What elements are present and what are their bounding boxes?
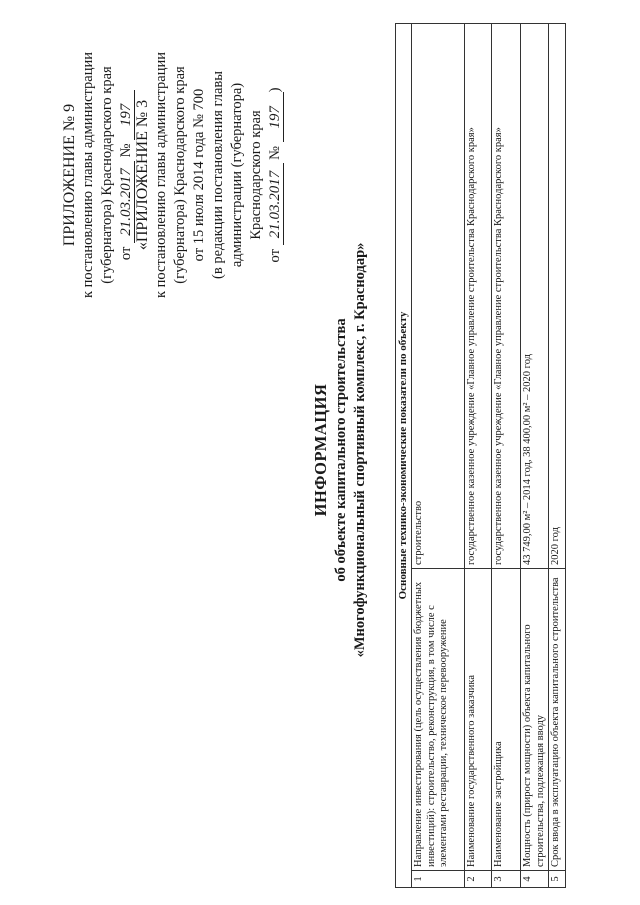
table-row <box>465 24 492 888</box>
appendix-9-block <box>60 10 136 340</box>
row-number: 2 <box>465 871 492 888</box>
row-number: 1 <box>412 871 465 888</box>
table-row <box>549 24 566 888</box>
table-header-row <box>396 24 412 888</box>
table-row <box>521 24 549 888</box>
appendix-3-closing: ) <box>267 87 283 93</box>
document-title: ИНФОРМАЦИЯ <box>311 383 330 517</box>
indicators-table <box>395 23 566 888</box>
row-value: государственное казенное учреждение «Главное управление строительства Краснодарского края» <box>465 24 492 569</box>
row-name: Мощность (прирост мощности) объекта капитального строительства, подлежащая вводу <box>521 569 549 871</box>
document-heading <box>310 190 370 710</box>
appendix-3-line1: к постановлению главы администрации <box>153 51 169 299</box>
row-number: 4 <box>521 871 549 888</box>
appendix-3-line6: Краснодарского края <box>248 110 264 240</box>
row-value: строительство <box>412 24 465 569</box>
row-number: 3 <box>492 871 521 888</box>
appendix-3-title: «ПРИЛОЖЕНИЕ № 3 <box>134 99 151 251</box>
appendix-9-title: ПРИЛОЖЕНИЕ № 9 <box>61 103 78 247</box>
appendix-3-date-line <box>266 10 285 340</box>
appendix-9-number: 197 <box>119 90 135 140</box>
table-row <box>492 24 521 888</box>
appendix-3-line3: от 15 июля 2014 года № 700 <box>191 88 207 262</box>
row-value: государственное казенное учреждение «Главное управление строительства Краснодарского края» <box>492 24 521 569</box>
appendix-3-line4: (в редакции постановления главы <box>210 71 226 279</box>
appendix-3-line2: (губернатора) Краснодарского края <box>172 66 188 284</box>
row-name: Наименование застройщика <box>492 569 521 871</box>
appendix-3-date: 21.03.2017 <box>268 163 284 245</box>
row-value: 43 749,00 м² – 2014 год, 38 400,00 м² – 2020 год <box>521 24 549 569</box>
appendix-9-date: 21.03.2017 <box>119 161 135 243</box>
row-number: 5 <box>549 871 566 888</box>
appendix-9-number-label: № <box>118 143 134 158</box>
table-row <box>412 24 465 888</box>
appendix-3-block <box>133 10 285 340</box>
table-header: Основные технико-экономические показатели по объекту <box>396 24 412 888</box>
row-value: 2020 год <box>549 24 566 569</box>
document-subtitle-line1: об объекте капитального строительства <box>333 318 349 582</box>
appendix-3-line5: администрации (губернатора) <box>229 82 245 268</box>
row-name: Наименование государственного заказчика <box>465 569 492 871</box>
row-name: Срок ввода в эксплуатацию объекта капитального строительства <box>549 569 566 871</box>
appendix-3-number-label: № <box>267 145 283 160</box>
appendix-9-from-label: от <box>118 246 134 261</box>
appendix-9-line2: (губернатора) Краснодарского края <box>99 66 115 284</box>
appendix-3-from-label: от <box>267 249 283 263</box>
document-subtitle-line2: «Многофункциональный спортивный комплекс, г. Краснодар» <box>352 242 368 658</box>
row-name: Направление инвестирования (цель осуществления бюджетных инвестиций): строительство, реконструкция, в том числе с элементами реставрации, техническое перевооружение <box>412 569 465 871</box>
appendix-9-line1: к постановлению главы администрации <box>80 51 96 299</box>
appendix-3-number: 197 <box>268 92 284 142</box>
